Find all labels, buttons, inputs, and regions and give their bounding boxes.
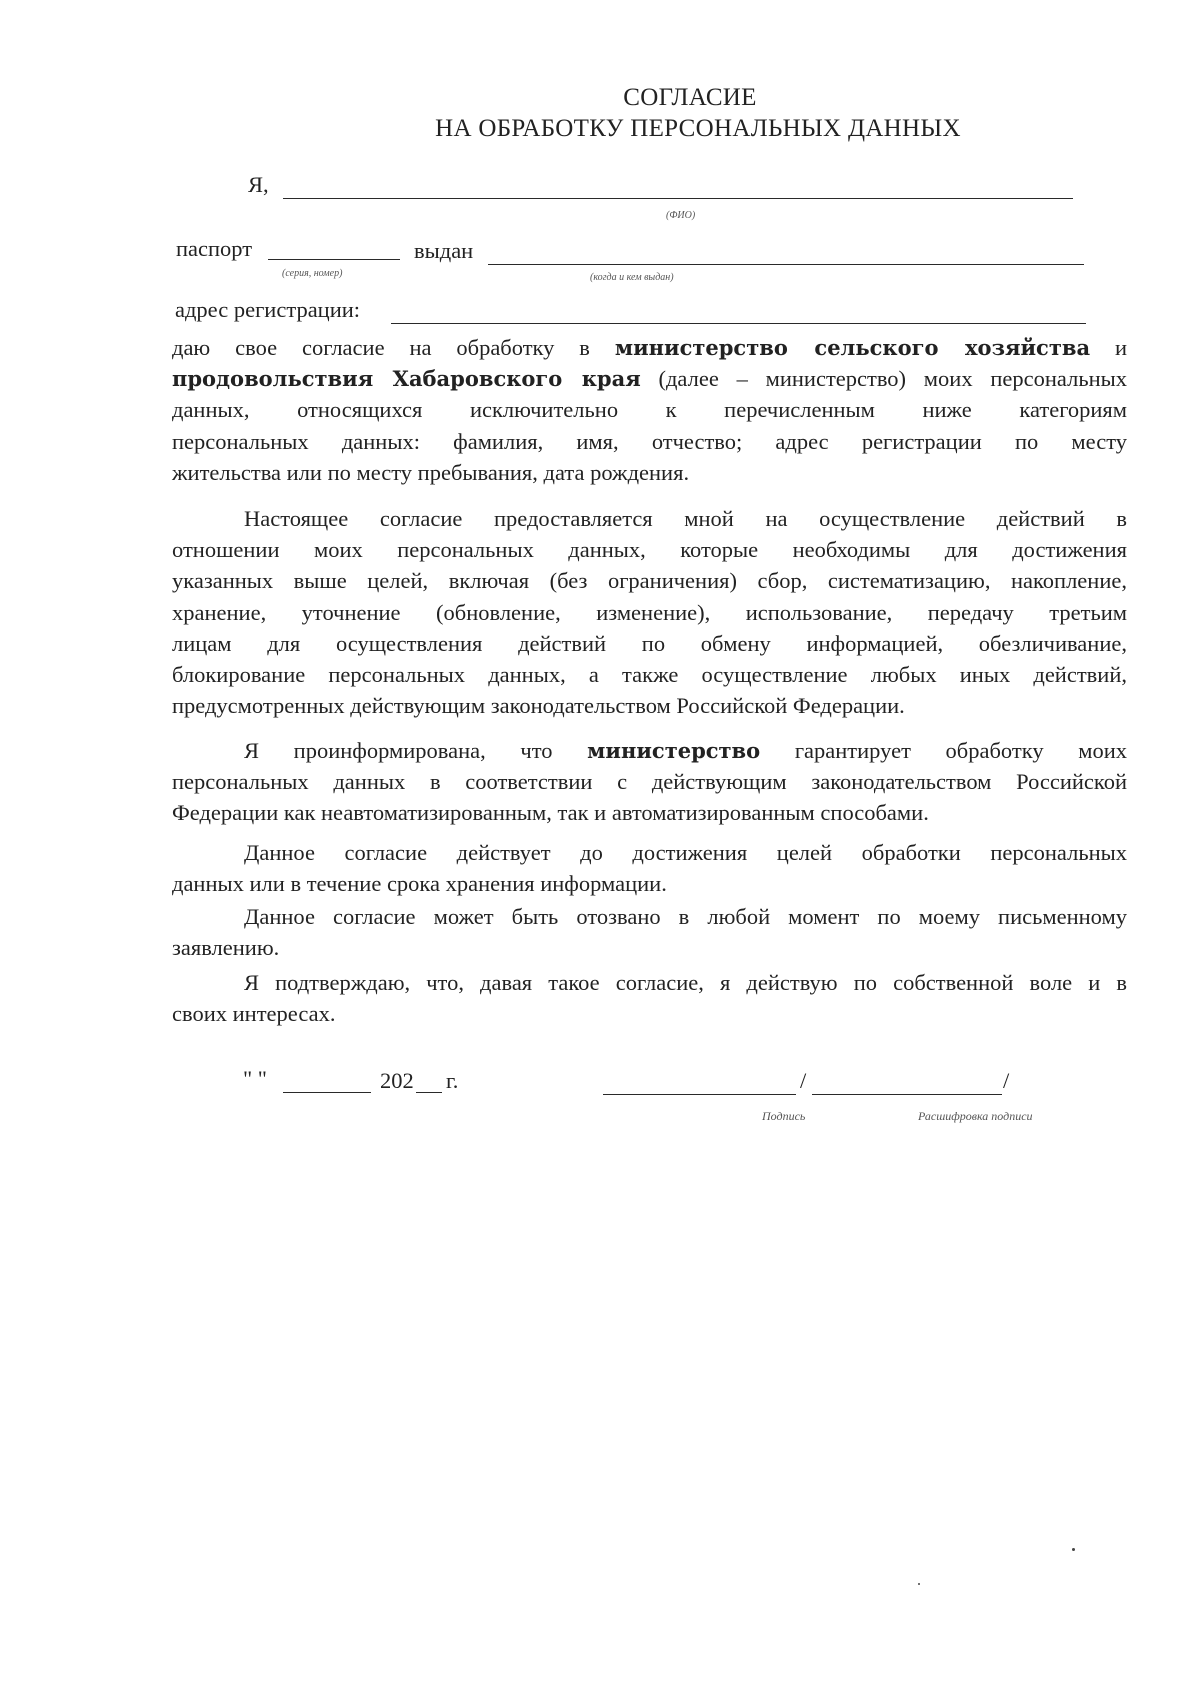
signature-decode-field[interactable] xyxy=(812,1094,1002,1095)
issued-caption: (когда и кем выдан) xyxy=(590,272,674,283)
address-field[interactable] xyxy=(391,323,1086,324)
paragraph-line: указанных выше целей, включая (без ограничения) сбор, систематизацию, накопление, xyxy=(172,568,1127,594)
paragraph-line: предусмотренных действующим законодательством Российской Федерации. xyxy=(172,693,905,719)
passport-label: паспорт xyxy=(176,236,253,261)
scan-speck xyxy=(1072,1548,1075,1551)
date-field[interactable] xyxy=(283,1092,371,1093)
paragraph-validity xyxy=(172,837,1127,899)
paragraph-line: лицам для осуществления действий по обмену информацией, обезличивание, xyxy=(172,630,1127,656)
paragraph-line: данных или в течение срока хранения информации. xyxy=(172,871,667,897)
paragraph-confirmation xyxy=(172,967,1127,1029)
signature-end-slash: / xyxy=(1003,1068,1010,1093)
scan-speck xyxy=(918,1583,920,1585)
issued-label: выдан xyxy=(414,238,474,263)
fio-field[interactable] xyxy=(283,198,1073,199)
paragraph-line: Федерации как неавтоматизированным, так и автоматизированным способами. xyxy=(172,800,929,826)
paragraph-line: персональных данных: фамилия, имя, отчество; адрес регистрации по месту xyxy=(172,428,1127,454)
paragraph-line: заявлению. xyxy=(172,935,280,961)
year-prefix: 202 xyxy=(380,1068,414,1093)
year-field[interactable] xyxy=(416,1092,442,1093)
issued-by-field[interactable] xyxy=(488,264,1084,265)
paragraph-line: своих интересах. xyxy=(172,1001,336,1027)
paragraph-line: продовольствия Хабаровского края (далее – министерство) моих персональных xyxy=(172,366,1127,392)
paragraph-line: Данное согласие действует до достижения целей обработки персональных xyxy=(244,840,1127,865)
paragraph-line: персональных данных в соответствии с действующим законодательством Российской xyxy=(172,769,1127,795)
date-quotes: " " xyxy=(243,1066,267,1091)
signature-field[interactable] xyxy=(603,1094,796,1095)
paragraph-revocation xyxy=(172,901,1127,963)
paragraph-line: Я проинформирована, что министерство гарантирует обработку моих xyxy=(244,738,1128,763)
paragraph-line: жительства или по месту пребывания, дата рождения. xyxy=(172,459,690,485)
document-subtitle: НА ОБРАБОТКУ ПЕРСОНАЛЬНЫХ ДАННЫХ xyxy=(435,115,961,142)
year-suffix: г. xyxy=(446,1068,459,1093)
paragraph-line: Я подтверждаю, что, давая такое согласие, я действую по собственной воле и в xyxy=(244,970,1127,995)
signature-caption: Подпись xyxy=(762,1109,806,1123)
paragraph-line: отношении моих персональных данных, которые необходимы для достижения xyxy=(172,537,1127,563)
document-title: СОГЛАСИЕ xyxy=(623,84,757,111)
paragraph-line: Настоящее согласие предоставляется мной на осуществление действий в xyxy=(244,506,1127,531)
paragraph-consent xyxy=(172,332,1127,488)
paragraph-line: хранение, уточнение (обновление, изменение), использование, передачу третьим xyxy=(172,599,1127,625)
series-caption: (серия, номер) xyxy=(282,268,343,279)
paragraph-guarantee xyxy=(172,735,1127,829)
paragraph-line: Данное согласие может быть отозвано в любой момент по моему письменному xyxy=(244,904,1127,929)
paragraph-line: блокирование персональных данных, а также осуществление любых иных действий, xyxy=(172,662,1127,688)
ya-label: Я, xyxy=(248,172,269,197)
decode-caption: Расшифровка подписи xyxy=(918,1109,1033,1123)
passport-series-field[interactable] xyxy=(268,259,400,260)
fio-caption: (ФИО) xyxy=(666,210,696,221)
address-label: адрес регистрации: xyxy=(175,297,361,322)
paragraph-line: даю свое согласие на обработку в министерство сельского хозяйства и xyxy=(172,335,1127,360)
paragraph-actions xyxy=(172,503,1127,721)
signature-slash: / xyxy=(800,1068,807,1093)
paragraph-line: данных, относящихся исключительно к перечисленным ниже категориям xyxy=(172,397,1127,423)
